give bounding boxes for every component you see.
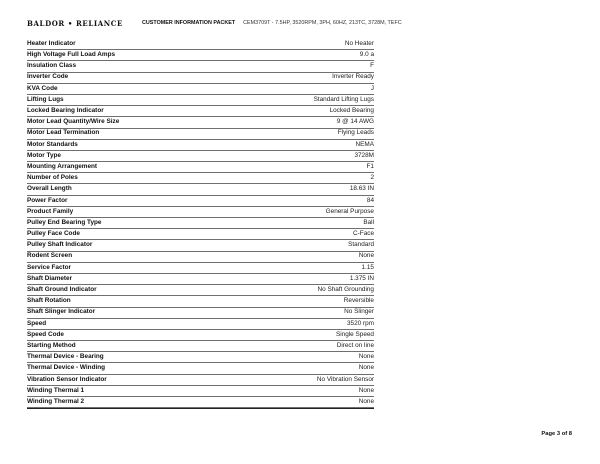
spec-row <box>27 173 374 184</box>
spec-value: Single Speed <box>335 330 374 338</box>
spec-value: Flying Leads <box>337 129 374 137</box>
spec-row <box>27 84 374 95</box>
spec-value: J <box>370 84 374 92</box>
spec-value: 84 <box>366 196 374 204</box>
spec-rows <box>27 39 374 408</box>
spec-value: C-Face <box>353 230 374 238</box>
spec-label: Motor Type <box>27 151 61 159</box>
spec-label: Locked Bearing Indicator <box>27 107 104 115</box>
product-description: CEM3709T - 7.5HP, 3520RPM, 3PH, 60HZ, 213TC, 3728M, TEFC <box>243 20 402 26</box>
spec-row <box>27 229 374 240</box>
spec-value: F1 <box>366 162 374 170</box>
spec-label: Winding Thermal 1 <box>27 386 85 394</box>
spec-row <box>27 296 374 307</box>
spec-row <box>27 50 374 61</box>
document-title: CUSTOMER INFORMATION PACKET <box>142 20 236 26</box>
spec-value: NEMA <box>355 140 374 148</box>
spec-label: Rodent Screen <box>27 252 73 260</box>
spec-label: Thermal Device - Winding <box>27 364 106 372</box>
spec-row <box>27 363 374 374</box>
spec-value: No Vibration Sensor <box>316 375 374 383</box>
spec-value: Standard Lifting Lugs <box>313 95 374 103</box>
spec-row <box>27 375 374 386</box>
spec-row <box>27 274 374 285</box>
spec-label: Shaft Diameter <box>27 274 73 282</box>
spec-row <box>27 330 374 341</box>
spec-value: F <box>370 62 374 70</box>
spec-row <box>27 129 374 140</box>
page-header <box>27 16 573 30</box>
spec-value: No Heater <box>344 39 374 47</box>
spec-value: None <box>358 364 374 372</box>
spec-value: Standard <box>348 241 374 249</box>
spec-label: Shaft Slinger Indicator <box>27 308 96 316</box>
spec-row <box>27 39 374 50</box>
spec-label: Pulley Face Code <box>27 230 80 238</box>
spec-row <box>27 341 374 352</box>
spec-row <box>27 95 374 106</box>
page-number: Page 3 of 8 <box>541 431 572 437</box>
spec-label: Speed <box>27 319 47 327</box>
spec-row <box>27 207 374 218</box>
spec-row <box>27 308 374 319</box>
spec-value: No Shaft Grounding <box>317 286 374 294</box>
spec-row <box>27 240 374 251</box>
table-bottom-rule <box>27 408 374 409</box>
spec-value: General Purpose <box>325 207 374 215</box>
spec-label: Number of Poles <box>27 174 78 182</box>
spec-value: 9.0 a <box>359 51 374 59</box>
spec-row <box>27 263 374 274</box>
spec-row <box>27 319 374 330</box>
spec-label: Product Family <box>27 207 74 215</box>
spec-value: Inverter Ready <box>332 73 374 81</box>
spec-label: Motor Lead Quantity/Wire Size <box>27 118 120 126</box>
spec-value: None <box>358 386 374 394</box>
spec-value: 18.63 IN <box>349 185 374 193</box>
spec-value: 1.15 <box>361 263 374 271</box>
spec-value: 9 @ 14 AWG <box>336 118 374 126</box>
spec-label: Speed Code <box>27 330 64 338</box>
spec-row <box>27 352 374 363</box>
spec-row <box>27 140 374 151</box>
spec-value: 3728M <box>354 151 374 159</box>
brand-logo: BALDOR • RELIANCE <box>27 18 123 28</box>
spec-label: Winding Thermal 2 <box>27 397 85 405</box>
spec-label: Heater Indicator <box>27 39 76 47</box>
spec-label: Motor Standards <box>27 140 78 148</box>
spec-row <box>27 386 374 397</box>
spec-row <box>27 117 374 128</box>
spec-row <box>27 184 374 195</box>
spec-label: Starting Method <box>27 341 76 349</box>
spec-value: Ball <box>363 218 374 226</box>
spec-value: No Slinger <box>344 308 374 316</box>
spec-value: None <box>358 353 374 361</box>
spec-value: Reversible <box>343 297 374 305</box>
spec-label: Service Factor <box>27 263 72 271</box>
spec-row <box>27 285 374 296</box>
spec-row <box>27 151 374 162</box>
spec-row <box>27 252 374 263</box>
spec-label: Mounting Arrangement <box>27 162 98 170</box>
spec-value: Locked Bearing <box>329 107 374 115</box>
spec-row <box>27 218 374 229</box>
spec-value: 1.375 IN <box>349 274 374 282</box>
spec-label: Overall Length <box>27 185 72 193</box>
spec-label: Pulley Shaft Indicator <box>27 241 93 249</box>
spec-row <box>27 397 374 408</box>
spec-label: Insulation Class <box>27 62 77 70</box>
spec-value: 3520 rpm <box>347 319 374 327</box>
spec-label: Shaft Ground Indicator <box>27 286 97 294</box>
spec-label: Motor Lead Termination <box>27 129 100 137</box>
spec-label: Vibration Sensor Indicator <box>27 375 107 383</box>
spec-label: Pulley End Bearing Type <box>27 218 102 226</box>
spec-value: Direct on line <box>336 341 374 349</box>
spec-value: 2 <box>370 174 374 182</box>
spec-row <box>27 162 374 173</box>
spec-label: Shaft Rotation <box>27 297 71 305</box>
spec-label: Power Factor <box>27 196 68 204</box>
spec-value: None <box>358 397 374 405</box>
spec-row <box>27 106 374 117</box>
spec-label: Thermal Device - Bearing <box>27 353 104 361</box>
spec-row <box>27 61 374 72</box>
spec-row <box>27 196 374 207</box>
spec-label: KVA Code <box>27 84 58 92</box>
spec-label: Lifting Lugs <box>27 95 64 103</box>
spec-value: None <box>358 252 374 260</box>
spec-row <box>27 73 374 84</box>
spec-table <box>27 39 374 409</box>
spec-label: High Voltage Full Load Amps <box>27 51 116 59</box>
spec-label: Inverter Code <box>27 73 69 81</box>
